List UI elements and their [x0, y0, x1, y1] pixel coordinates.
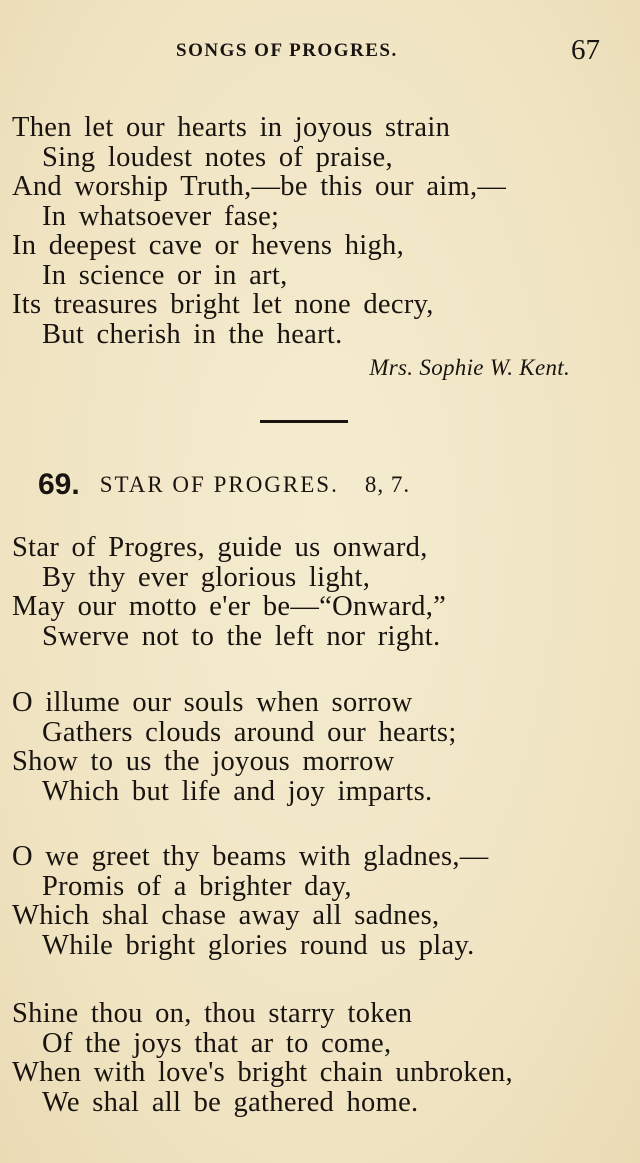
verse-line: When with love's bright chain unbroken,	[12, 1057, 513, 1088]
verse-line: While bright glories round us play.	[42, 929, 475, 961]
verse-line: Its treasures bright let none decry,	[12, 289, 434, 320]
previous-hymn-final-stanza	[0, 113, 640, 349]
verse-line: O illume our souls when sorrow	[12, 687, 413, 718]
verse-line: In deepest cave or hevens high,	[12, 230, 404, 261]
verse-line: Shine thou on, thou starry token	[12, 998, 413, 1029]
verse-line: Promis of a brighter day,	[42, 870, 352, 902]
section-divider-rule	[260, 420, 348, 423]
stanza-3	[0, 842, 640, 960]
verse-line: O we greet thy beams with gladnes,—	[12, 841, 489, 872]
verse-line: Of the joys that ar to come,	[42, 1027, 392, 1059]
running-title: SONGS OF PROGRES.	[176, 40, 398, 61]
verse-line: Which shal chase away all sadnes,	[12, 900, 440, 931]
hymn-title: STAR OF PROGRES.	[99, 472, 339, 497]
verse-line: We shal all be gathered home.	[42, 1086, 419, 1118]
page-number: 67	[571, 34, 600, 66]
verse-line: Show to us the joyous morrow	[12, 746, 395, 777]
hymn-number: 69.	[38, 468, 80, 501]
verse-line: By thy ever glorious light,	[42, 561, 371, 593]
verse-line: And worship Truth,—be this our aim,—	[12, 171, 507, 202]
stanza-2	[0, 688, 640, 806]
author-attribution: Mrs. Sophie W. Kent.	[369, 355, 570, 380]
verse-line: But cherish in the heart.	[42, 318, 343, 350]
verse-line: Swerve not to the left nor right.	[42, 620, 441, 652]
stanza-4	[0, 999, 640, 1117]
running-head	[0, 34, 640, 68]
verse-line: Then let our hearts in joyous strain	[12, 112, 451, 143]
verse-line: Star of Progres, guide us onward,	[12, 532, 428, 563]
verse-line: In whatsoever fase;	[42, 200, 280, 232]
stanza-1	[0, 533, 640, 651]
hymn-heading	[38, 468, 410, 504]
verse-line: In science or in art,	[42, 259, 288, 291]
verse-line: Gathers clouds around our hearts;	[42, 716, 457, 748]
verse-line: May our motto e'er be—“Onward,”	[12, 591, 447, 622]
hymn-meter: 8, 7.	[364, 472, 411, 497]
verse-line: Which but life and joy imparts.	[42, 775, 433, 807]
verse-line: Sing loudest notes of praise,	[42, 141, 393, 173]
